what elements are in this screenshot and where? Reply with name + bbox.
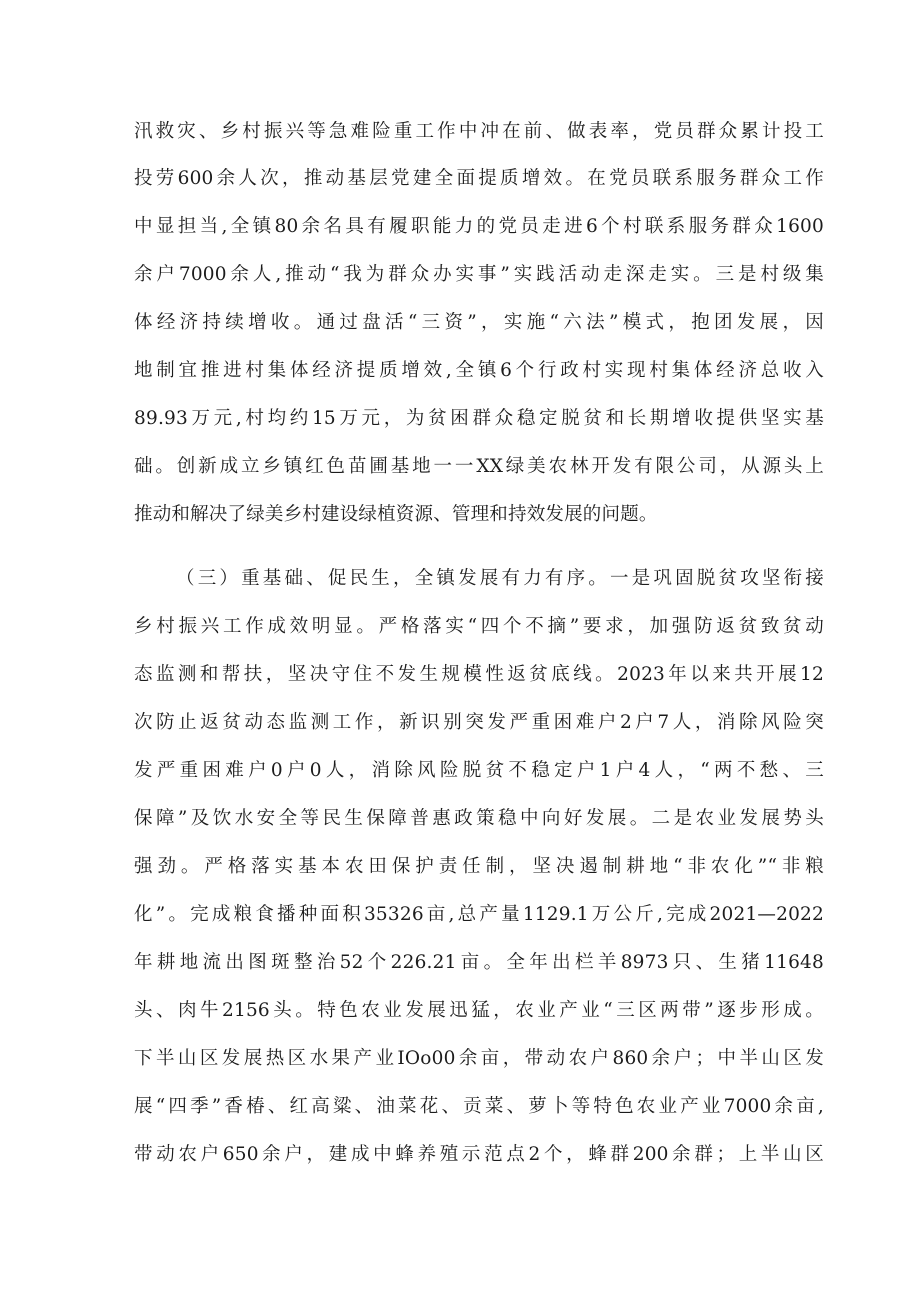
paragraph-2-line-6: 保障”及饮水安全等民生保障普惠政策稳中向好发展。二是农业发展势头 <box>134 808 824 829</box>
paragraph-2-line-8: 化”。完成粮食播种面积35326亩,总产量1129.1万公斤,完成2021—2022 <box>134 904 824 925</box>
paragraph-2-line-9: 年耕地流出图斑整治52个226.21亩。全年出栏羊8973只、生猪11648 <box>134 952 824 973</box>
paragraph-2-line-1: （三）重基础、促民生，全镇发展有力有序。一是巩固脱贫攻坚衔接 <box>176 568 824 589</box>
paragraph-2-line-11: 下半山区发展热区水果产业IOo00余亩，带动农户860余户；中半山区发 <box>134 1048 824 1069</box>
paragraph-2-line-3: 态监测和帮扶，坚决守住不发生规模性返贫底线。2023年以来共开展12 <box>134 664 824 685</box>
paragraph-1-line-8: 础。创新成立乡镇红色苗圃基地一一XX绿美农林开发有限公司，从源头上 <box>134 456 824 477</box>
paragraph-1-line-3: 中显担当,全镇80余名具有履职能力的党员走进6个村联系服务群众1600 <box>134 216 824 237</box>
paragraph-1-line-4: 余户7000余人,推动“我为群众办实事”实践活动走深走实。三是村级集 <box>134 264 824 285</box>
paragraph-1-line-1: 汛救灾、乡村振兴等急难险重工作中冲在前、做表率，党员群众累计投工 <box>134 121 824 142</box>
paragraph-2-line-13: 带动农户650余户，建成中蜂养殖示范点2个，蜂群200余群；上半山区 <box>134 1144 824 1165</box>
paragraph-2-line-5: 发严重困难户0户0人，消除风险脱贫不稳定户1户4人，“两不愁、三 <box>134 760 824 781</box>
paragraph-1-line-2: 投劳600余人次，推动基层党建全面提质增效。在党员联系服务群众工作 <box>134 168 824 189</box>
paragraph-1-line-9: 推动和解决了绿美乡村建设绿植资源、管理和持效发展的问题。 <box>134 504 658 525</box>
paragraph-1-line-7: 89.93万元,村均约15万元，为贫困群众稳定脱贫和长期增收提供坚实基 <box>134 408 824 429</box>
paragraph-2-line-10: 头、肉牛2156头。特色农业发展迅猛，农业产业“三区两带”逐步形成。 <box>134 1000 824 1021</box>
paragraph-2-line-12: 展“四季”香椿、红高粱、油菜花、贡菜、萝卜等特色农业产业7000余亩, <box>134 1096 824 1117</box>
paragraph-2-line-4: 次防止返贫动态监测工作，新识别突发严重困难户2户7人，消除风险突 <box>134 712 824 733</box>
paragraph-1-line-5: 体经济持续增收。通过盘活“三资”，实施“六法”模式，抱团发展，因 <box>134 312 824 333</box>
paragraph-1-line-6: 地制宜推进村集体经济提质增效,全镇6个行政村实现村集体经济总收入 <box>134 360 824 381</box>
paragraph-2-line-7: 强劲。严格落实基本农田保护责任制，坚决遏制耕地“非农化”“非粮 <box>134 856 824 877</box>
paragraph-2-line-2: 乡村振兴工作成效明显。严格落实“四个不摘”要求，加强防返贫致贫动 <box>134 616 824 637</box>
